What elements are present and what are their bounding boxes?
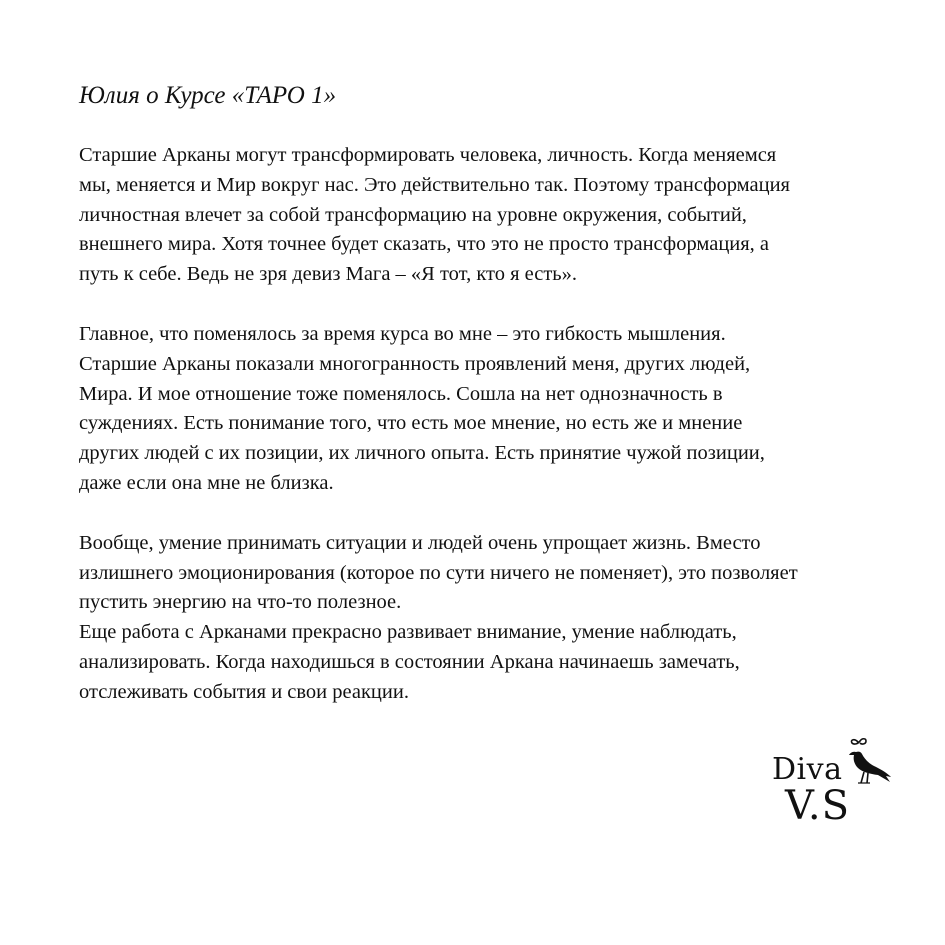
document-title: Юлия о Курсе «ТАРО 1» [79, 82, 337, 109]
text-line: отслеживать события и свои реакции. [79, 680, 409, 703]
text-line: внешнего мира. Хотя точнее будет сказать, что это не просто трансформация, а [79, 233, 770, 256]
text-line: даже если она мне не близка. [79, 471, 334, 494]
text-line: излишнего эмоционирования (которое по сути ничего не поменяет), это позволяет [79, 561, 798, 584]
text-line: Мира. И мое отношение тоже поменялось. Сошла на нет однозначность в [79, 382, 723, 405]
logo-text-vs: V.S [785, 783, 851, 829]
text-line: путь к себе. Ведь не зря девиз Мага – «Я тот, кто я есть». [79, 263, 578, 286]
paragraph-3 [79, 529, 879, 708]
text-line: мы, меняется и Мир вокруг нас. Это действительно так. Поэтому трансформация [79, 173, 790, 196]
paragraph-1 [79, 141, 879, 290]
logo-text-diva: Diva [772, 752, 843, 787]
text-line: Вообще, умение принимать ситуации и людей очень упрощает жизнь. Вместо [79, 531, 761, 554]
paragraph-2 [79, 320, 879, 499]
crow-icon [846, 736, 892, 786]
text-line: пустить энергию на что-то полезное. [79, 591, 402, 614]
text-line: Главное, что поменялось за время курса во мне – это гибкость мышления. [79, 322, 726, 345]
document-body [79, 141, 879, 708]
text-line: личностная влечет за собой трансформацию на уровне окружения, событий, [79, 203, 747, 226]
diva-vs-logo [768, 736, 893, 836]
text-line: других людей с их позиции, их личного опыта. Есть принятие чужой позиции, [79, 442, 765, 465]
text-line: Еще работа с Арканами прекрасно развивает внимание, умение наблюдать, [79, 621, 737, 644]
text-line: анализировать. Когда находишься в состоянии Аркана начинаешь замечать, [79, 650, 740, 673]
text-line: Старшие Арканы показали многогранность проявлений меня, других людей, [79, 352, 751, 375]
text-line: Старшие Арканы могут трансформировать человека, личность. Когда меняемся [79, 144, 777, 166]
text-line: суждениях. Есть понимание того, что есть мое мнение, но есть же и мнение [79, 412, 743, 435]
